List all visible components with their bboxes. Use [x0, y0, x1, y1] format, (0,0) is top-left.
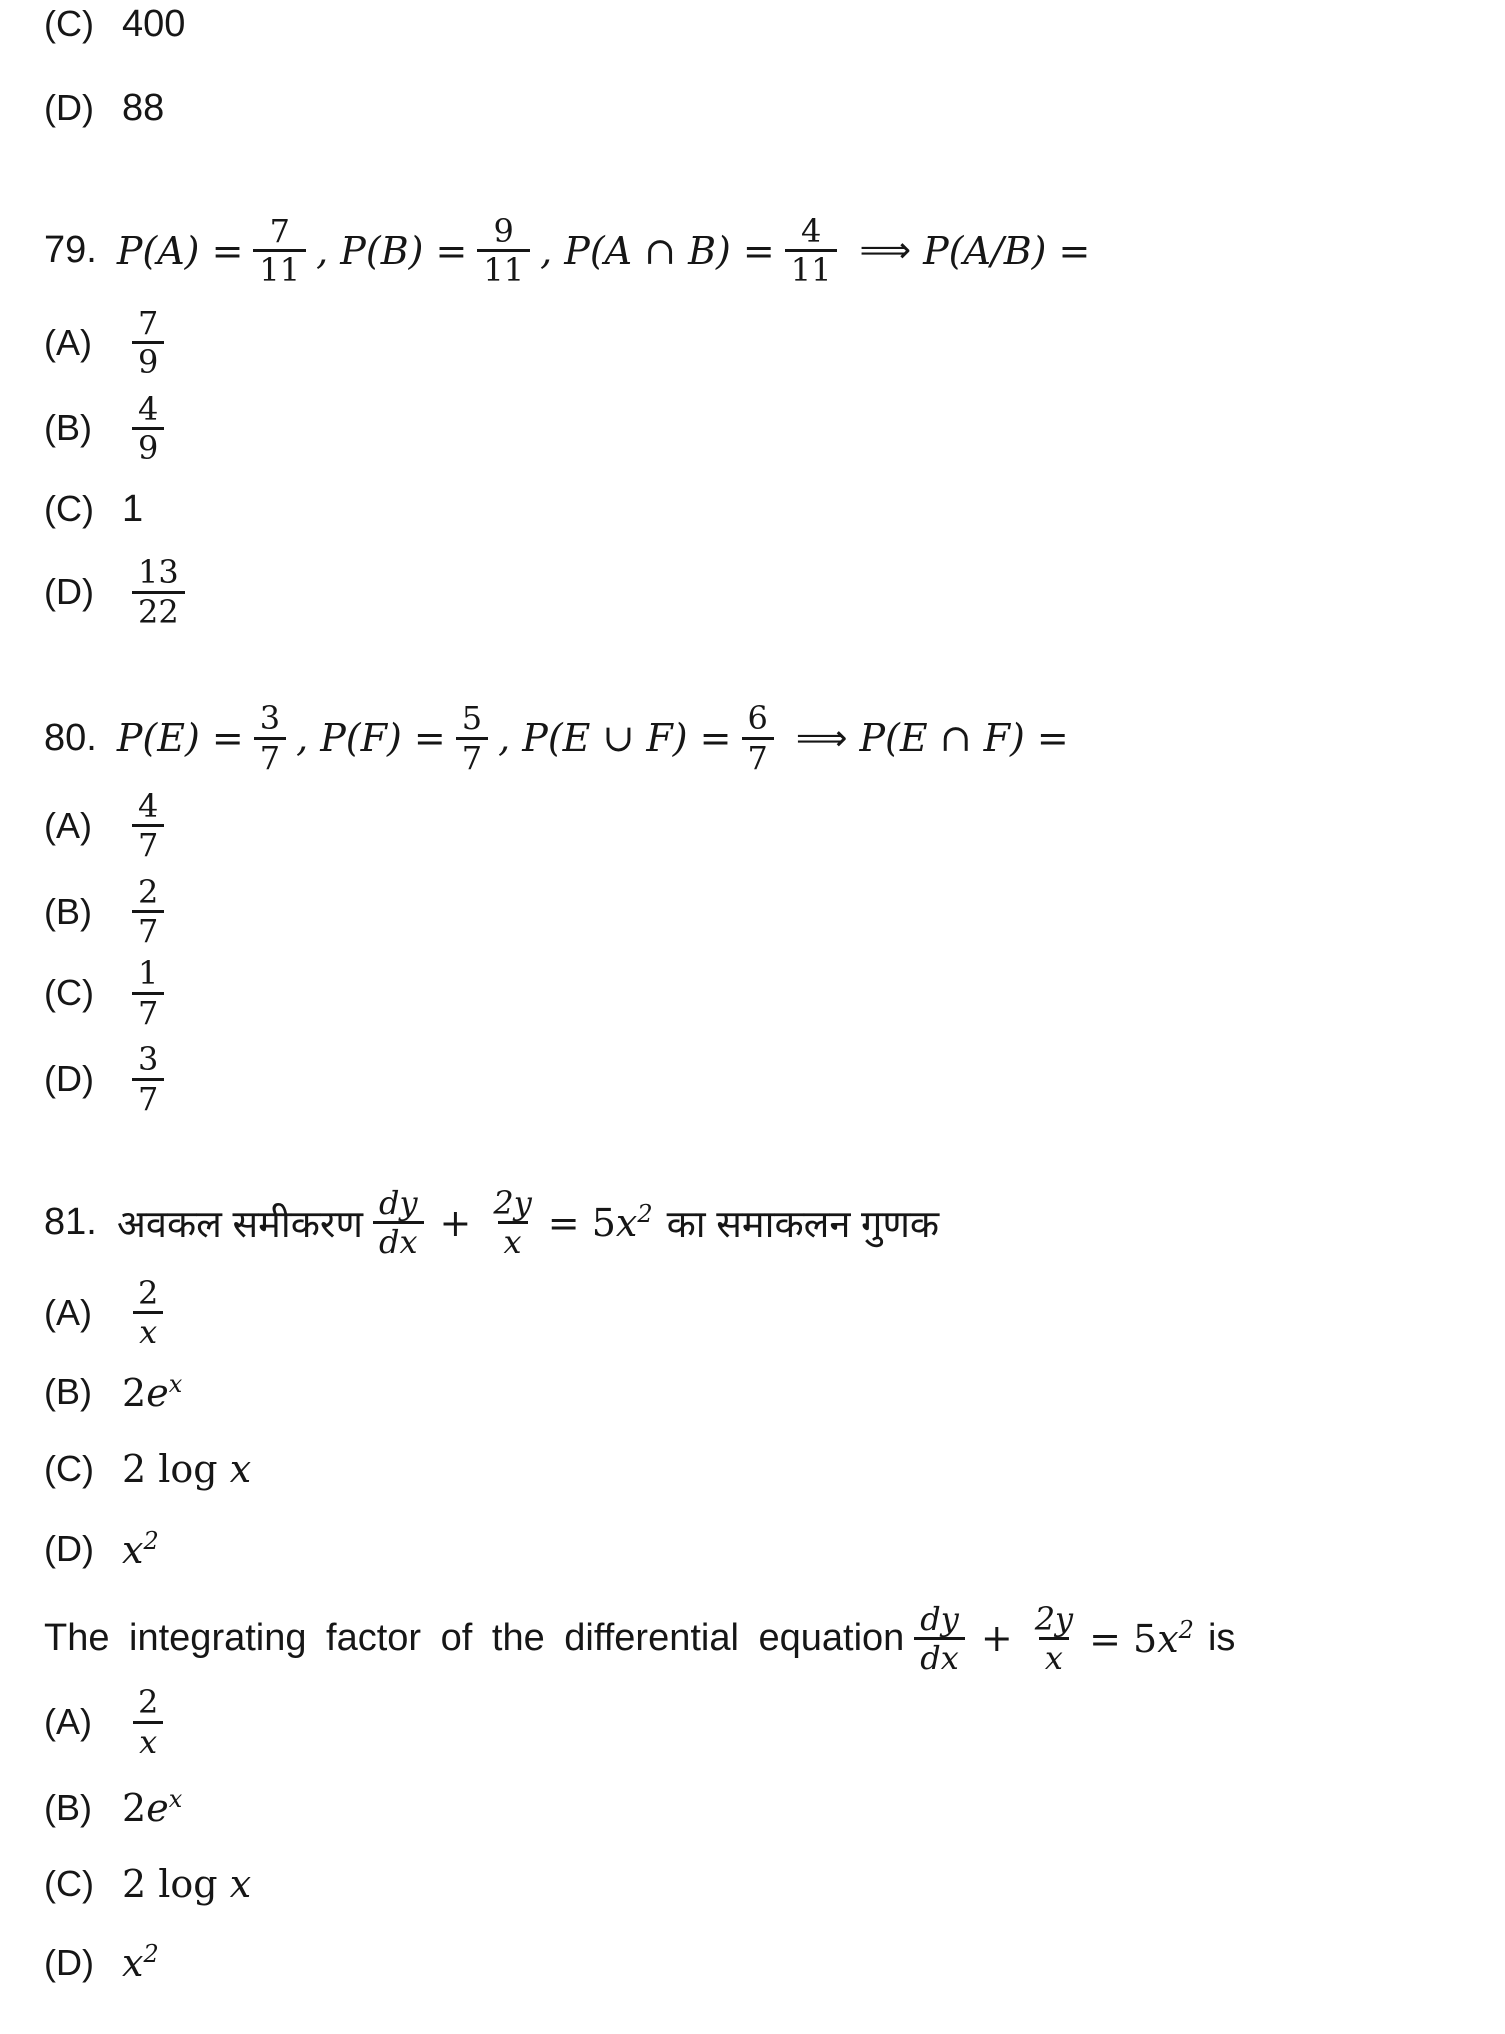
fraction: [456, 699, 488, 777]
fraction: [254, 699, 286, 777]
implies-arrow-icon: ⟹: [859, 230, 912, 272]
option-row-79b: [44, 389, 1505, 467]
option-value: 1: [122, 487, 144, 530]
fraction-numerator: 5: [461, 699, 483, 738]
fraction-denominator: x: [133, 1721, 163, 1757]
option-label: (D): [44, 1528, 94, 1570]
option-value: [122, 1527, 159, 1572]
formula-variable: x: [122, 1527, 144, 1572]
formula-text: , P(E ∪ F) =: [498, 716, 732, 761]
formula-text: = 5: [547, 1201, 616, 1246]
fraction-denominator: 7: [132, 1078, 164, 1114]
fraction: [914, 1599, 965, 1677]
formula-variable: x: [229, 1862, 252, 1907]
fraction: [132, 553, 185, 631]
fraction-numerator: 1: [138, 954, 159, 993]
option-row-80d: [44, 1040, 1505, 1118]
plus-operator: +: [980, 1616, 1013, 1661]
option-value: 88: [122, 86, 165, 129]
fraction: [477, 212, 530, 290]
fraction-numerator: 3: [259, 699, 281, 738]
option-row-80b: [44, 872, 1505, 951]
option-value: [122, 1862, 251, 1906]
fraction: [132, 786, 164, 865]
option-label: (D): [44, 1941, 94, 1983]
fraction-numerator: 13: [138, 553, 179, 592]
fraction-numerator: 4: [138, 389, 159, 428]
question-number: 80.: [44, 716, 97, 759]
fraction: [132, 954, 164, 1032]
superscript: 2: [1178, 1615, 1194, 1644]
fraction: [132, 1683, 164, 1761]
option-row-81en-a: [44, 1683, 1505, 1761]
superscript: x: [168, 1369, 183, 1398]
fraction-numerator: 7: [138, 303, 159, 342]
fraction: [132, 1273, 164, 1352]
formula-variable: x: [1157, 1616, 1179, 1661]
fraction-denominator: 7: [132, 910, 164, 946]
fraction: [253, 212, 306, 290]
option-row-81a: [44, 1273, 1505, 1352]
option-row-79c: [44, 487, 1505, 531]
formula-variable: x: [229, 1446, 252, 1491]
option-label: (A): [44, 321, 92, 363]
option-row-prev-d: [44, 86, 1505, 130]
option-row-81en-c: [44, 1862, 1505, 1906]
fraction-denominator: 9: [132, 427, 164, 463]
fraction: [132, 389, 164, 467]
option-row-81en-b: [44, 1785, 1505, 1830]
option-label: (A): [44, 804, 92, 846]
question-79: [44, 212, 1505, 290]
fraction-numerator: 2y: [493, 1184, 532, 1223]
option-label: (A): [44, 1701, 92, 1743]
option-label: (A): [44, 1291, 92, 1333]
fraction-numerator: dy: [920, 1599, 959, 1638]
option-row-81en-d: [44, 1940, 1505, 1985]
fraction-denominator: 11: [477, 249, 530, 285]
fraction-denominator: 7: [132, 824, 164, 860]
option-label: (D): [44, 87, 94, 128]
plus-operator: +: [439, 1200, 472, 1245]
option-row-81c: [44, 1447, 1505, 1491]
option-label: (B): [44, 890, 92, 932]
superscript: 2: [637, 1200, 653, 1229]
option-label: (C): [44, 972, 94, 1014]
option-row-80c: [44, 954, 1505, 1032]
formula-variable: e: [146, 1370, 169, 1415]
formula-variable: x: [122, 1941, 144, 1986]
option-row-81d: [44, 1527, 1505, 1572]
option-label: (D): [44, 571, 94, 613]
formula-variable: x: [615, 1201, 638, 1246]
question-81-english: [44, 1599, 1505, 1677]
formula-rhs: [1089, 1616, 1194, 1661]
question-number: 79.: [44, 229, 97, 272]
fraction-denominator: 11: [785, 249, 838, 285]
option-row-prev-c: [44, 2, 1505, 46]
question-text-hindi: का समाकलन गुणक: [666, 1203, 940, 1246]
formula-text: P(A) =: [116, 228, 244, 273]
formula-text: = 5: [1089, 1616, 1158, 1661]
fraction-numerator: 4: [138, 786, 159, 825]
option-value: 400: [122, 2, 186, 45]
question-number: 81.: [44, 1201, 97, 1244]
option-row-79a: [44, 303, 1505, 382]
fraction-denominator: 7: [742, 737, 774, 773]
fraction-denominator: 7: [254, 737, 286, 773]
option-value: [122, 1940, 159, 1985]
fraction-numerator: 6: [747, 699, 768, 738]
fraction-numerator: 7: [269, 212, 290, 250]
formula-text: , P(F) =: [296, 716, 446, 761]
fraction-numerator: 3: [138, 1040, 159, 1079]
option-label: (D): [44, 1058, 94, 1100]
option-value: [122, 1370, 182, 1415]
fraction-numerator: 2y: [1034, 1599, 1074, 1638]
fraction-denominator: x: [1039, 1637, 1069, 1673]
fraction-numerator: 2: [138, 1683, 159, 1722]
option-value: [122, 1785, 182, 1830]
fraction-denominator: 9: [132, 341, 164, 377]
fraction-denominator: 7: [132, 992, 164, 1028]
formula-text: , P(A ∩ B) =: [540, 228, 775, 273]
fraction-denominator: x: [133, 1311, 163, 1347]
fraction: [1029, 1599, 1079, 1677]
formula-text: 2 log: [122, 1862, 230, 1907]
superscript: x: [168, 1785, 183, 1814]
option-label: (B): [44, 1371, 92, 1413]
option-label: (C): [44, 488, 94, 530]
question-80: [44, 699, 1505, 777]
fraction-numerator: 2: [138, 872, 159, 911]
coefficient: 2: [122, 1786, 147, 1831]
option-label: (B): [44, 1786, 92, 1828]
fraction-denominator: dx: [914, 1637, 965, 1673]
fraction-denominator: 7: [456, 737, 488, 773]
question-text-english: is: [1207, 1616, 1236, 1659]
fraction: [742, 699, 774, 777]
fraction-denominator: 22: [132, 591, 185, 627]
option-row-80a: [44, 786, 1505, 865]
option-value: [122, 1447, 251, 1491]
fraction: [487, 1184, 537, 1262]
option-label: (B): [44, 407, 92, 449]
fraction-denominator: x: [498, 1221, 528, 1257]
fraction-denominator: 11: [253, 249, 306, 285]
fraction: [373, 1184, 424, 1262]
implies-arrow-icon: ⟹: [795, 717, 848, 759]
formula-text: , P(B) =: [316, 228, 468, 273]
option-label: (C): [44, 3, 94, 44]
fraction-numerator: 9: [493, 212, 514, 250]
question-81-hindi: [44, 1184, 1505, 1262]
fraction-numerator: 4: [800, 212, 822, 250]
fraction-numerator: dy: [378, 1184, 418, 1223]
fraction: [132, 1040, 164, 1118]
coefficient: 2: [122, 1370, 147, 1415]
option-label: (C): [44, 1863, 94, 1905]
superscript: 2: [143, 1940, 159, 1969]
question-text-english: The integrating factor of the differential equation: [44, 1616, 905, 1659]
formula-text: P(A/B) =: [923, 228, 1091, 273]
question-text-hindi: अवकल समीकरण: [116, 1203, 363, 1246]
formula-variable: e: [146, 1786, 169, 1831]
formula-text: 2 log: [122, 1446, 230, 1491]
option-label: (C): [44, 1447, 94, 1489]
fraction: [785, 212, 838, 290]
formula-text: P(E ∩ F) =: [859, 716, 1069, 761]
formula-text: P(E) =: [116, 716, 244, 761]
fraction-denominator: dx: [373, 1221, 424, 1257]
option-row-81b: [44, 1370, 1505, 1415]
option-row-79d: [44, 553, 1505, 631]
fraction: [132, 303, 164, 382]
fraction: [132, 872, 164, 951]
fraction-numerator: 2: [138, 1273, 159, 1312]
superscript: 2: [143, 1526, 159, 1555]
formula-rhs: [548, 1200, 653, 1245]
